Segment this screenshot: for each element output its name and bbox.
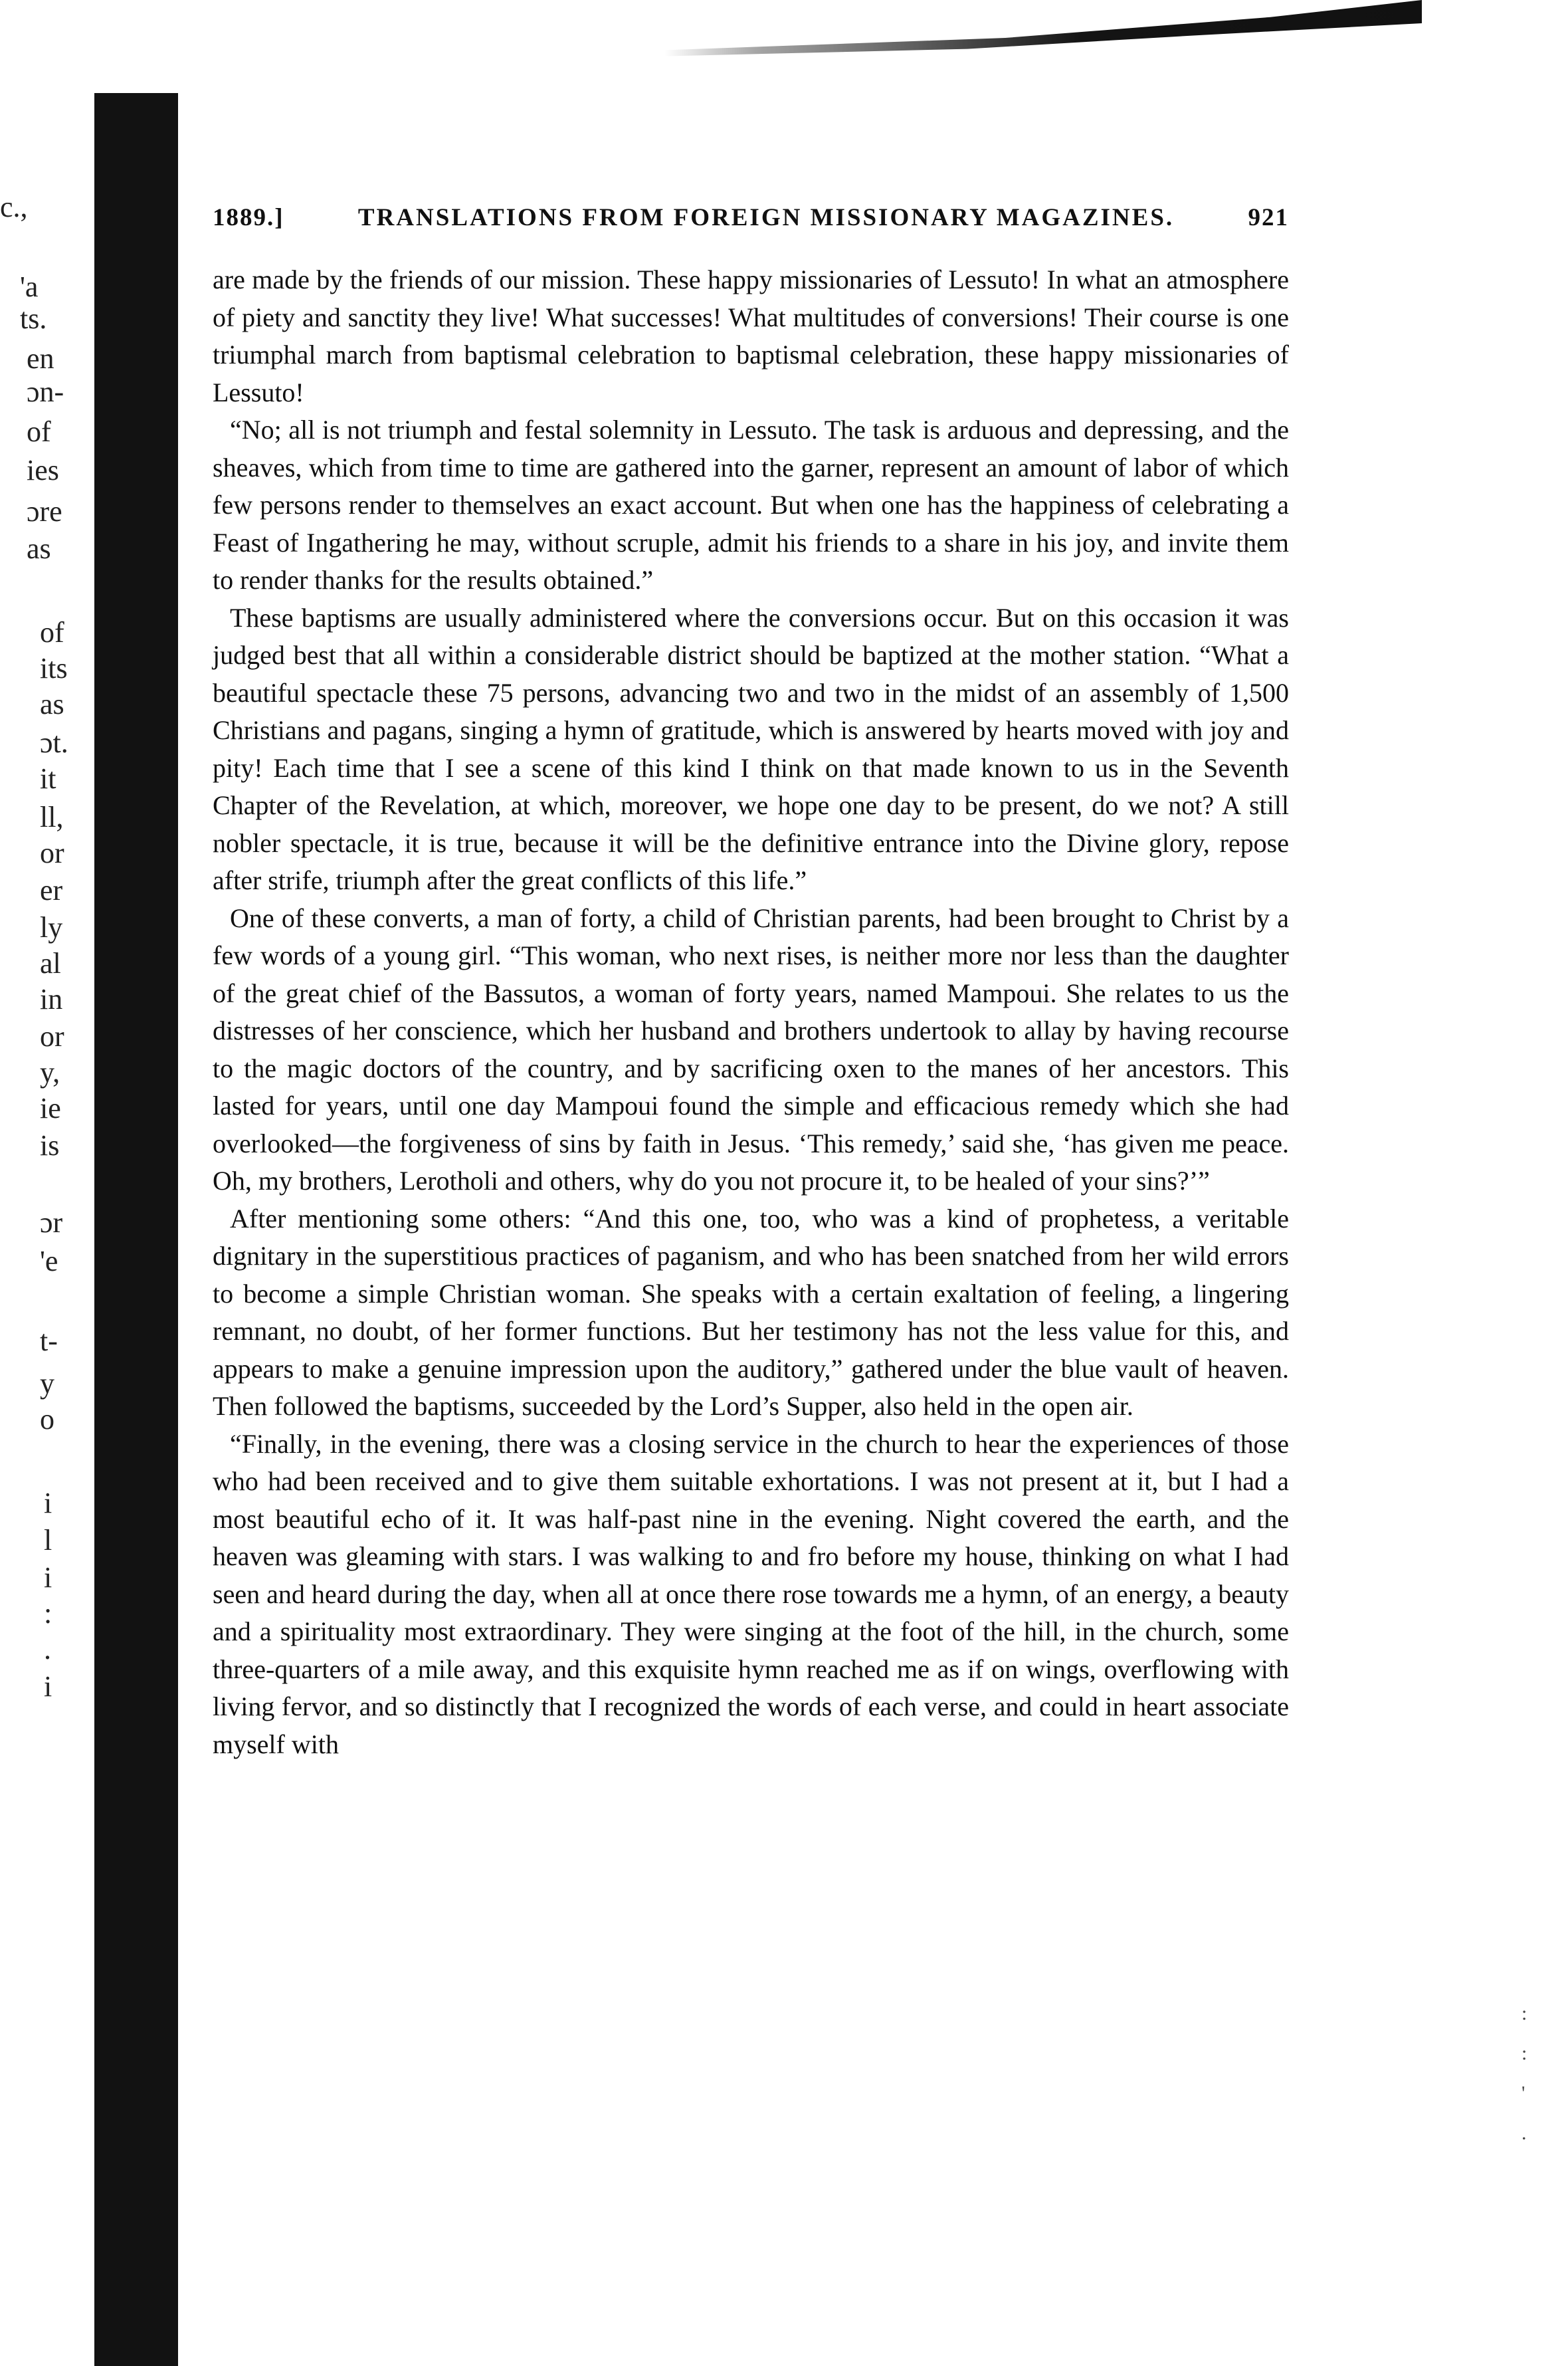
fragment: in — [40, 983, 63, 1016]
fragment: it — [40, 762, 56, 795]
fragment: y, — [40, 1056, 60, 1089]
fragment: as — [40, 688, 64, 720]
paragraph: “Finally, in the evening, there was a closing service in the church to hear the experiences of those who had been received and to give them suitable exhortations. I was not present at it, but I had a most beautiful echo of it. It was half-past nine in the evening. Night covered the earth, and the heaven was gleaming with stars. I was walking to and fro before my house, thinking on what I had seen and heard during the day, when all at once there rose towards me a hymn, of an energy, a beauty and a spirituality most extraordinary. They were singing at the foot of the hill, in the church, some three-quarters of a mile away, and this exquisite hymn reached me as if on wings, overflowing with living fervor, and so distinctly that I recognized the words of each verse, and could in heart associate myself with — [213, 1428, 1289, 1759]
fragment: ɔt. — [40, 726, 68, 759]
fragment: ies — [27, 454, 59, 486]
adjacent-page-fragments — [0, 193, 93, 2319]
fragment: ɔre — [27, 495, 62, 528]
fragment: en — [27, 342, 54, 375]
paragraph: After mentioning some others: “And this one, too, who was a kind of prophetess, a veritable dignitary in the superstitious practices of paganism, and who has been snatched from her wild errors to become a simple Christian woman. She speaks with a certain exaltation of feeling, a lingering remnant, no doubt, of her former functions. But her testimony has not the less value for this, and appears to make a genuine impression upon the auditory,” gathered under the blue vault of heaven. Then followed the baptisms, succeeded by the Lord’s Supper, also held in the open air. — [213, 1203, 1289, 1421]
running-title: TRANSLATIONS FROM FOREIGN MISSIONARY MAGAZINES. — [357, 204, 1175, 231]
fragment: o — [40, 1403, 54, 1436]
fragment: er — [40, 874, 63, 907]
fragment: ɔr — [40, 1206, 63, 1239]
fragment: or — [40, 1020, 64, 1053]
fragment: al — [40, 947, 61, 980]
fragment: i — [44, 1670, 52, 1703]
paragraph: One of these converts, a man of forty, a child of Christian parents, had been brought to Christ by a few words of a young girl. “This woman, who next rises, is neither more nor less than the daughter of the great chief of the Bassutos, a woman of forty years, named Mampoui. She relates to us the distresses of her conscience, which her husband and brothers undertook to allay by having recourse to the magic doctors of the country, and by sacrificing oxen to the manes of her ancestors. This lasted for years, until one day Mampoui found the simple and efficacious remedy which she had overlooked—the forgiveness of sins by faith in Jesus. ‘This remedy,’ said she, ‘has given me peace. Oh, my brothers, Lerotholi and others, why do you not procure it, to be healed of your sins?’” — [213, 903, 1289, 1196]
scan-artifact-smudge — [664, 0, 1422, 61]
fragment: 'a — [20, 270, 39, 303]
paragraph: “No; all is not triumph and festal solemnity in Lessuto. The task is arduous and depressing, and the sheaves, which from time to time are gathered into the garner, represent an amount of labor of which few persons render to themselves an exact account. But when one has the happiness of celebrating a Feast of Ingathering he may, without scruple, admit his friends to a share in his joy, and invite them to render thanks for the results obtained.” — [213, 415, 1289, 595]
fragment: of — [27, 415, 51, 448]
fragment: is — [40, 1129, 60, 1162]
fragment: or — [40, 837, 64, 869]
fragment: i — [44, 1561, 52, 1594]
binding-gutter-shadow — [94, 93, 178, 2366]
fragment: as — [27, 532, 51, 565]
speck: . — [1521, 2122, 1527, 2144]
page-number: 921 — [1248, 204, 1289, 231]
fragment: 'e — [40, 1245, 58, 1277]
running-header — [213, 203, 1289, 232]
speck: : — [1521, 2002, 1527, 2024]
right-margin-specks — [1521, 1994, 1548, 2206]
speck: ' — [1521, 2082, 1525, 2104]
book-page — [213, 203, 1289, 1763]
fragment: its — [40, 652, 68, 685]
fragment: ll, — [40, 801, 64, 833]
speck: : — [1521, 2042, 1527, 2064]
header-year: 1889.] — [213, 204, 284, 231]
fragment: . — [44, 1633, 51, 1666]
body-text — [213, 261, 1289, 1763]
fragment: c., — [0, 191, 28, 223]
fragment: ie — [40, 1092, 61, 1125]
fragment: t- — [40, 1325, 58, 1357]
fragment: y — [40, 1367, 54, 1400]
paragraph: are made by the friends of our mission. These happy missionaries of Lessuto! In what an atmosphere of piety and sanctity they live! What successes! What multitudes of conversions! Their course is one triumphal march from baptismal celebration to baptismal celebration, these happy missionaries of Lessuto! — [213, 265, 1289, 407]
fragment: i — [44, 1487, 52, 1519]
fragment: of — [40, 616, 64, 649]
fragment: l — [44, 1524, 52, 1557]
fragment: : — [44, 1597, 52, 1630]
paragraph: These baptisms are usually administered where the conversions occur. But on this occasion it was judged best that all within a considerable district should be baptized at the mother station. “What a beautiful spectacle these 75 persons, advancing two and two in the midst of an assembly of 1,500 Christians and pagans, singing a hymn of gratitude, which is answered by hearts moved with joy and pity! Each time that I see a scene of this kind I think on that made known to us in the Seventh Chapter of the Revelation, at which, moreover, we hope one day to be present, do we not? A still nobler spectacle, it is true, because it will be the definitive entrance into the Divine glory, repose after strife, triumph after the great conflicts of this life.” — [213, 602, 1289, 895]
fragment: ɔn- — [27, 376, 64, 408]
fragment: ts. — [20, 302, 47, 335]
fragment: ly — [40, 911, 63, 944]
